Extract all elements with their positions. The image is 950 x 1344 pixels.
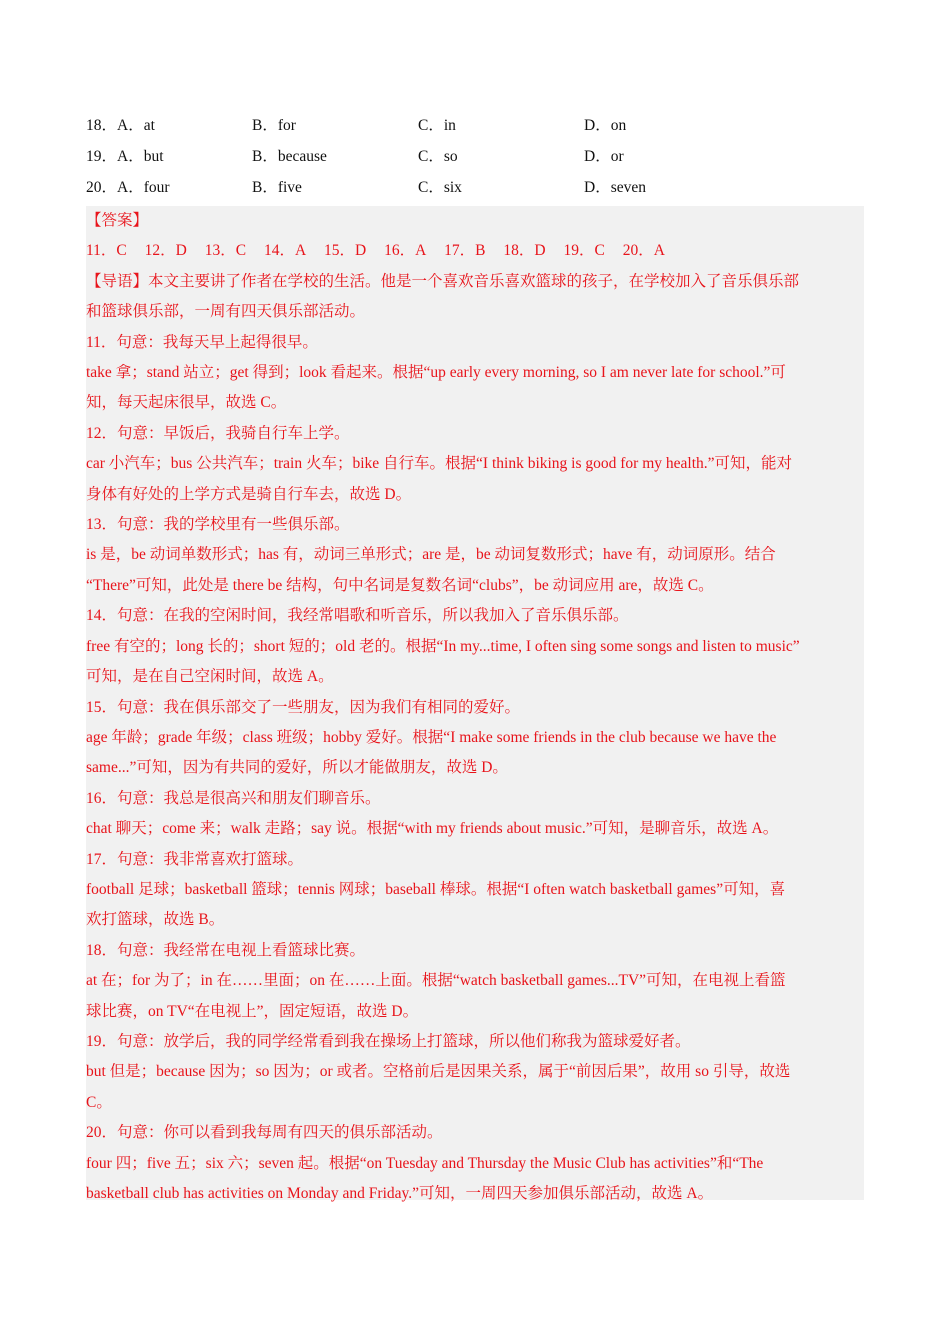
q15-explain-1: age 年龄；grade 年级；class 班级；hobby 爱好。根据“I make some friends in the club because we have the bbox=[86, 728, 777, 746]
q19-explain-1: but 但是；because 因为；so 因为；or 或者。空格前后是因果关系，属于“前因后果”，故用 so 引导，故选 bbox=[86, 1063, 791, 1081]
answer-explanation-box bbox=[86, 206, 864, 1200]
q17-explain-1: football 足球；basketball 篮球；tennis 网球；baseball 棒球。根据“I often watch basketball games”可知，喜 bbox=[86, 880, 786, 898]
answer-key-11: 11．C bbox=[86, 242, 127, 260]
option-19-b: B．because bbox=[252, 148, 327, 165]
option-20-d: D．seven bbox=[584, 179, 646, 196]
option-19-a: 19．A．but bbox=[86, 148, 164, 165]
answer-key-19: 19．C bbox=[563, 242, 605, 260]
q14-explain-1: free 有空的；long 长的；short 短的；old 老的。根据“In my...time, I often sing some songs and listen to music” bbox=[86, 637, 800, 655]
q14-meaning: 14．句意：在我的空闲时间，我经常唱歌和听音乐，所以我加入了音乐俱乐部。 bbox=[86, 607, 629, 625]
q13-explain-2: “There”可知，此处是 there be 结构，句中名词是复数名词“clubs”，be 动词应用 are，故选 C。 bbox=[86, 576, 714, 594]
answer-key-20: 20．A bbox=[622, 242, 665, 260]
q13-explain-1: is 是，be 动词单数形式；has 有，动词三单形式；are 是，be 动词复数形式；have 有，动词原形。结合 bbox=[86, 546, 776, 564]
answer-key-12: 12．D bbox=[144, 242, 187, 260]
q16-meaning: 16．句意：我总是很高兴和朋友们聊音乐。 bbox=[86, 789, 381, 807]
intro-line-1: 【导语】本文主要讲了作者在学校的生活。他是一个喜欢音乐喜欢篮球的孩子，在学校加入了音乐俱乐部 bbox=[86, 272, 800, 290]
option-18-c: C．in bbox=[418, 117, 456, 134]
q11-explain-1: take 拿；stand 站立；get 得到；look 看起来。根据“up early every morning, so I am never late for school.”可 bbox=[86, 364, 786, 382]
q17-explain-2: 欢打篮球，故选 B。 bbox=[86, 911, 225, 929]
option-19-d: D．or bbox=[584, 148, 624, 165]
q18-explain-1: at 在；for 为了；in 在……里面；on 在……上面。根据“watch basketball games...TV”可知，在电视上看篮 bbox=[86, 972, 786, 990]
q20-explain-1: four 四；five 五；six 六；seven 起。根据“on Tuesday and Thursday the Music Club has activities”和“The bbox=[86, 1154, 764, 1172]
q17-meaning: 17．句意：我非常喜欢打篮球。 bbox=[86, 850, 304, 868]
answer-key-13: 13．C bbox=[204, 242, 247, 260]
answer-key-16: 16．A bbox=[384, 242, 427, 260]
option-row-18 bbox=[86, 110, 866, 141]
answer-key-18: 18．D bbox=[503, 242, 546, 260]
q14-explain-2: 可知，是在自己空闲时间，故选 A。 bbox=[86, 668, 334, 686]
option-row-19 bbox=[86, 141, 866, 172]
q11-meaning: 11．句意：我每天早上起得很早。 bbox=[86, 333, 318, 351]
answer-options bbox=[86, 110, 866, 203]
q16-explain-1: chat 聊天；come 来；walk 走路；say 说。根据“with my friends about music.”可知，是聊音乐，故选 A。 bbox=[86, 820, 779, 838]
q12-explain-2: 身体有好处的上学方式是骑自行车去，故选 D。 bbox=[86, 485, 412, 503]
answer-keys bbox=[86, 236, 864, 266]
answer-key-17: 17．B bbox=[444, 242, 486, 260]
q12-meaning: 12．句意：早饭后，我骑自行车上学。 bbox=[86, 424, 350, 442]
q15-explain-2: same...”可知，因为有共同的爱好，所以才能做朋友，故选 D。 bbox=[86, 759, 508, 777]
option-19-c: C．so bbox=[418, 148, 458, 165]
q18-explain-2: 球比赛，on TV“在电视上”，固定短语，故选 D。 bbox=[86, 1002, 419, 1020]
q19-explain-2: C。 bbox=[86, 1093, 112, 1111]
q15-meaning: 15．句意：我在俱乐部交了一些朋友，因为我们有相同的爱好。 bbox=[86, 698, 521, 716]
option-row-20 bbox=[86, 172, 866, 203]
option-20-c: C．six bbox=[418, 179, 462, 196]
answer-header: 【答案】 bbox=[86, 212, 149, 229]
option-18-a: 18．A．at bbox=[86, 117, 155, 134]
answer-key-14: 14．A bbox=[263, 242, 307, 260]
q18-meaning: 18．句意：我经常在电视上看篮球比赛。 bbox=[86, 941, 366, 959]
option-18-b: B．for bbox=[252, 117, 296, 134]
intro-line-2: 和篮球俱乐部，一周有四天俱乐部活动。 bbox=[86, 303, 366, 321]
q12-explain-1: car 小汽车；bus 公共汽车；train 火车；bike 自行车。根据“I think biking is good for my health.”可知，能对 bbox=[86, 455, 793, 473]
option-20-a: 20．A．four bbox=[86, 179, 170, 196]
answer-key-15: 15．D bbox=[324, 242, 367, 260]
q13-meaning: 13．句意：我的学校里有一些俱乐部。 bbox=[86, 516, 350, 534]
q20-meaning: 20．句意：你可以看到我每周有四天的俱乐部活动。 bbox=[86, 1124, 443, 1142]
option-20-b: B．five bbox=[252, 179, 302, 196]
option-18-d: D．on bbox=[584, 117, 627, 134]
q20-explain-2: basketball club has activities on Monday and Friday.”可知，一周四天参加俱乐部活动，故选 A。 bbox=[86, 1185, 714, 1202]
q11-explain-2: 知，每天起床很早，故选 C。 bbox=[86, 394, 287, 412]
q19-meaning: 19．句意：放学后，我的同学经常看到我在操场上打篮球，所以他们称我为篮球爱好者。 bbox=[86, 1032, 691, 1050]
